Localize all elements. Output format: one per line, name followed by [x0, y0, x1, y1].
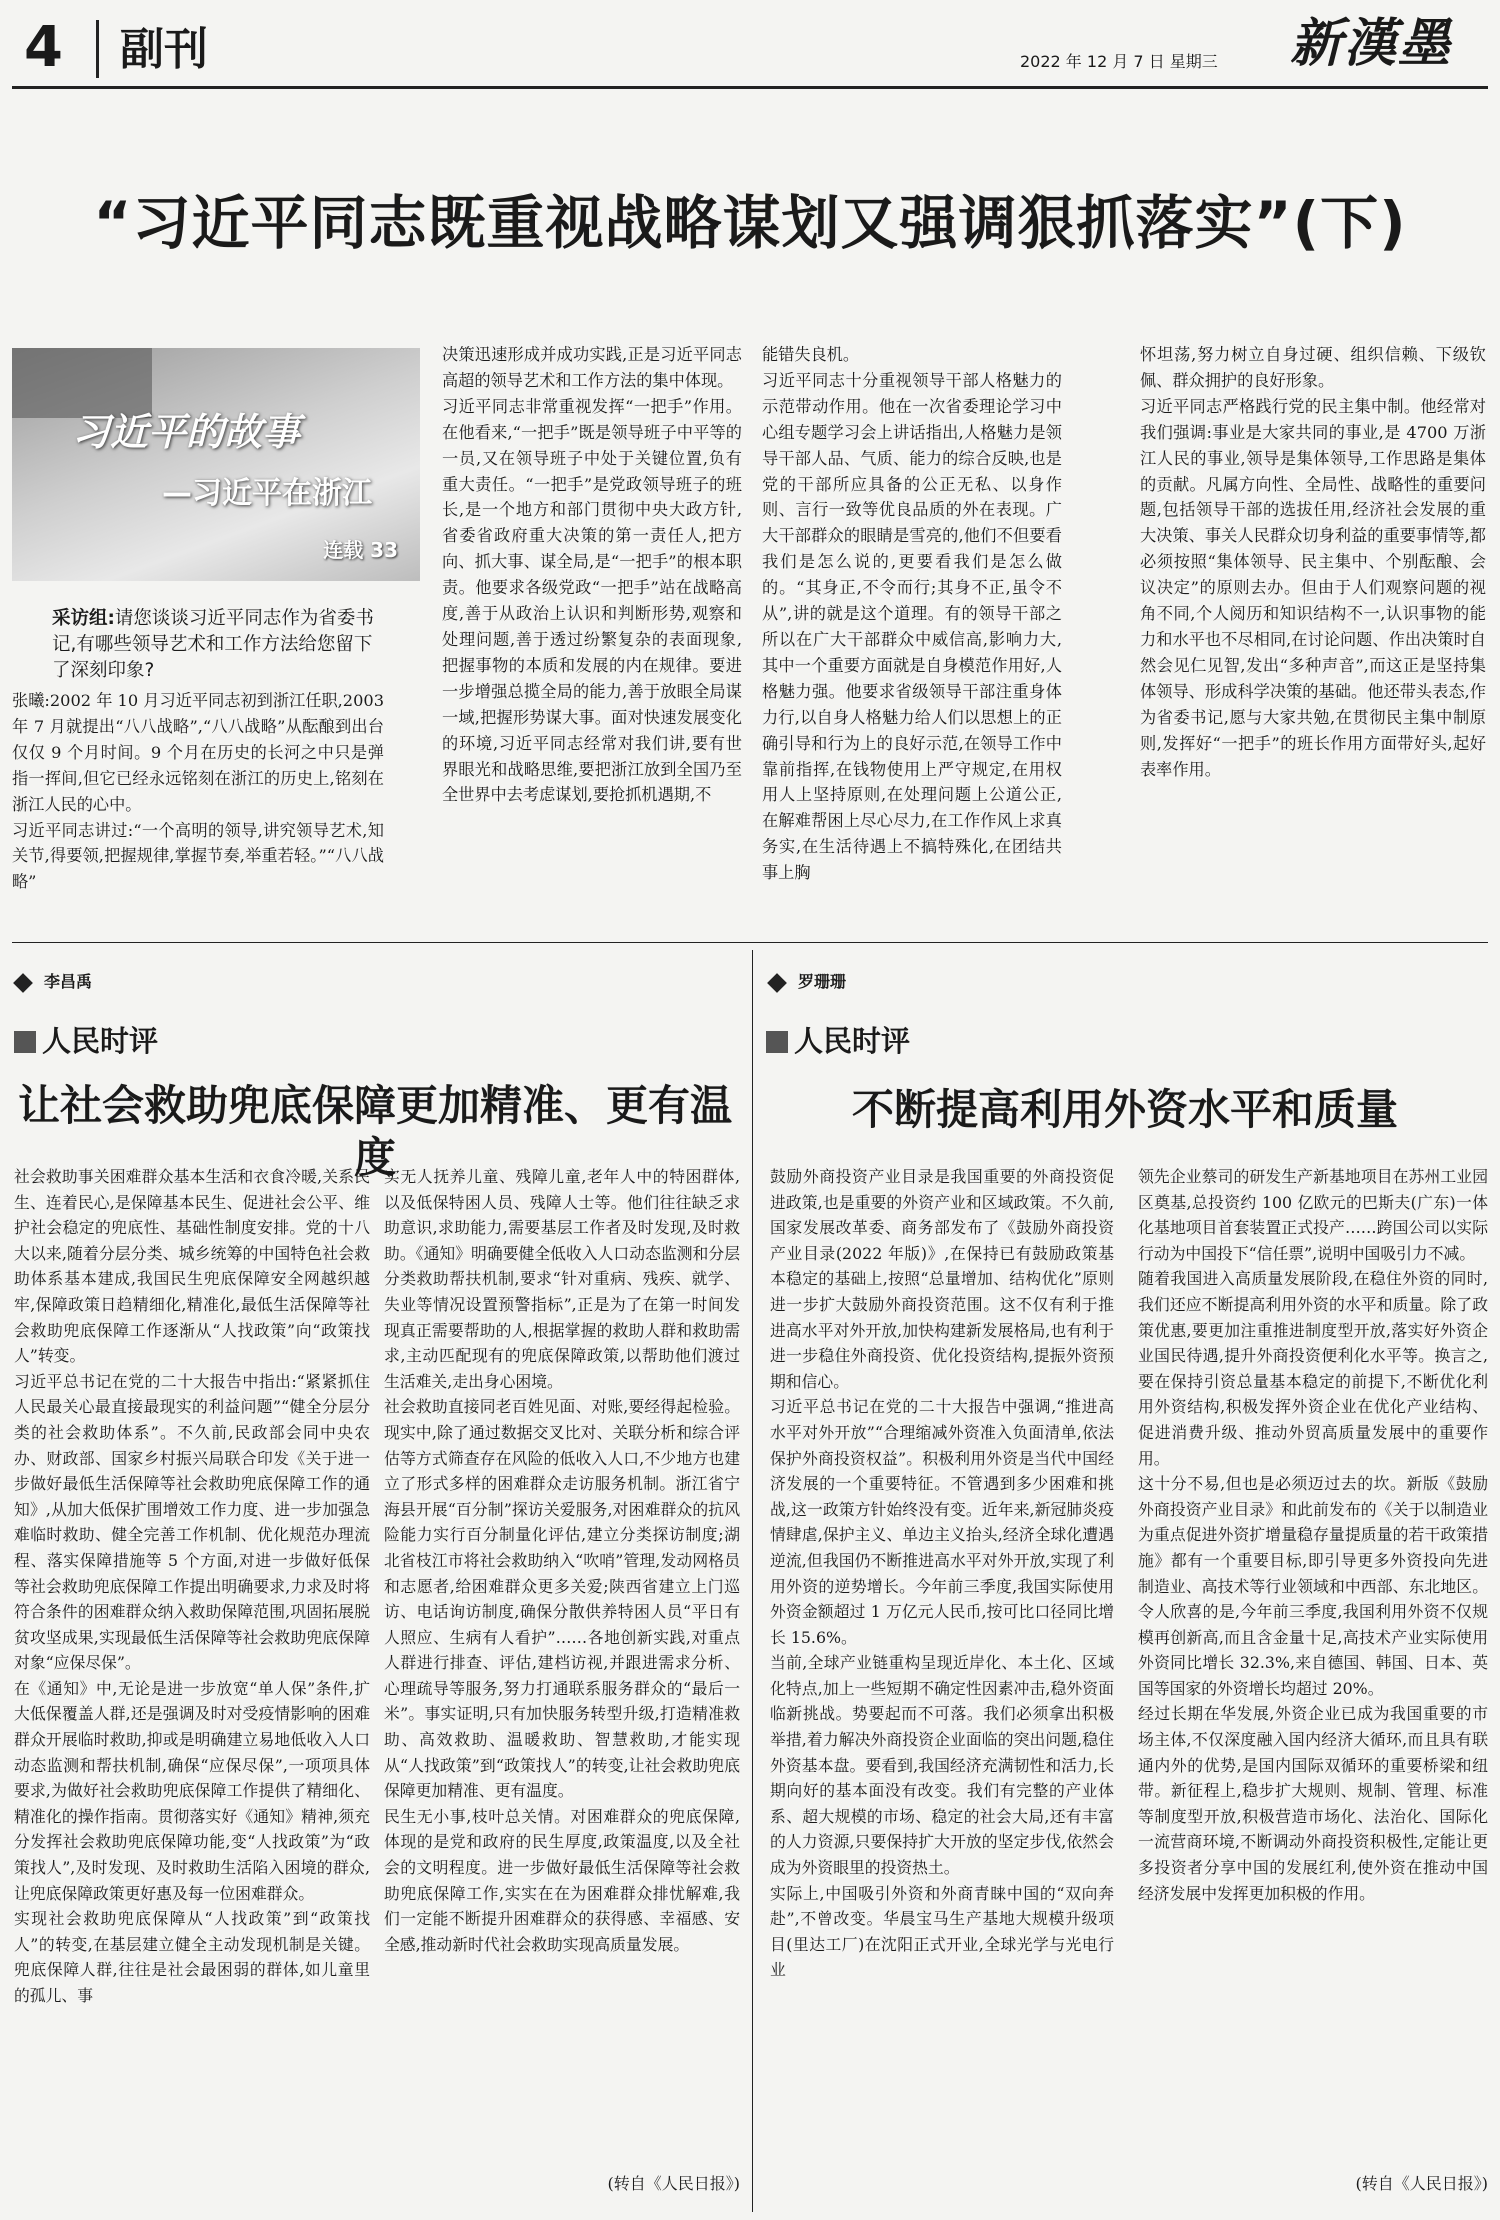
- flag-graphic: [12, 348, 152, 418]
- issue-date: 2022 年 12 月 7 日 星期三: [1020, 52, 1218, 71]
- masthead-rule: [12, 86, 1488, 89]
- page-headline: “习近平同志既重视战略谋划又强调狠抓落实”(下): [93, 189, 1407, 257]
- masthead-divider: [96, 20, 99, 78]
- right-article-column-2: 领先企业蔡司的研发生产新基地项目在苏州工业园区奠基,总投资约 100 亿欧元的巴斯夫(广东)一体化基地项目首套装置正式投产……跨国公司以实际行动为中国投下“信任票”,说明中国吸引力不减。 随着我国进入高质量发展阶段,在稳住外资的同时,我们还应不断提高利用外资的水平和质量。除了政策优惠,要更加注重推进制度型开放,落实好外资企业国民待遇,提升外商投资便利化水平等。换言之,要在保持引资总量基本稳定的前提下,不断优化利用外资结构,积极发挥外资企业在优化产业结构、促进消费升级、推动外贸高质量发展中的重要作用。 这十分不易,但也是必须迈过去的坎。新版《鼓励外商投资产业目录》和此前发布的《关于以制造业为重点促进外资扩增量稳存量提质量的若干政策措施》都有一个重要目标,即引导更多外资投向先进制造业、高技术等行业领域和中西部、东北地区。令人欣喜的是,今年前三季度,我国利用外资不仅规模再创新高,而且含金量十足,高技术产业实际使用外资同比增长 32.3%,来自德国、韩国、日本、英国等国家的外资增长均超过 20%。 经过长期在华发展,外资企业已成为我国重要的市场主体,不仅深度融入国内经济大循环,而且具有联通内外的优势,是国内国际双循环的重要桥梁和纽带。新征程上,稳步扩大规则、规制、管理、标准等制度型开放,积极营造市场化、法治化、国际化一流营商环境,不断调动外商投资积极性,定能让更多投资者分享中国的发展红利,使外资在推动中国经济发展中发挥更加积极的作用。: [1138, 1167, 1488, 1903]
- left-article-column-2: 实无人抚养儿童、残障儿童,老年人中的特困群体,以及低保特困人员、残障人士等。他们往往缺乏求助意识,求助能力,需要基层工作者及时发现,及时救助。《通知》明确要健全低收入人口动态监测和分层分类救助帮扶机制,要求“针对重病、残疾、就学、失业等情况设置预警指标”,正是为了在第一时间发现真正需要帮助的人,根据掌握的救助人群和救助需求,主动匹配现有的兜底保障政策,以帮助他们渡过生活难关,走出身心困境。 社会救助直接同老百姓见面、对账,要经得起检验。现实中,除了通过数据交叉比对、关联分析和综合评估等方式筛查存在风险的低收入人口,不少地方也建立了形式多样的困难群众走访服务机制。浙江省宁海县开展“百分制”探访关爱服务,对困难群众的抗风险能力实行百分制量化评估,建立分类探访制度;湖北省枝江市将社会救助纳入“吹哨”管理,发动网格员和志愿者,给困难群众更多关爱;陕西省建立上门巡访、电话询访制度,确保分散供养特困人员“平日有人照应、生病有人看护”……各地创新实践,对重点人群进行排查、评估,建档访视,并跟进需求分析、心理疏导等服务,努力打通联系服务群众的“最后一米”。事实证明,只有加快服务转型升级,打造精准救助、高效救助、温暖救助、智慧救助,才能实现从“人找政策”到“政策找人”的转变,让社会救助兜底保障更加精准、更有温度。 民生无小事,枝叶总关情。对困难群众的兜底保障,体现的是党和政府的民生厚度,政策温度,以及全社会的文明程度。进一步做好最低生活保障等社会救助兜底保障工作,实实在在为困难群众排忧解难,我们一定能不断提升困难群众的获得感、幸福感、安全感,推动新时代社会救助实现高质量发展。: [384, 1167, 740, 1954]
- serial-subtitle: —习近平在浙江: [162, 476, 372, 511]
- story-column-3: 能错失良机。 习近平同志十分重视领导干部人格魅力的示范带动作用。他在一次省委理论学习中心组专题学习会上讲话指出,人格魅力是领导干部人品、气质、能力的综合反映,也是党的干部所应具备的公正无私、以身作则、言行一致等优良品质的外在表现。广大干部群众的眼睛是雪亮的,他们不但要看我们是怎么说的,更要看我们是怎么做的。“其身正,不令而行;其身不正,虽令不从”,讲的就是这个道理。有的领导干部之所以在广大干部群众中威信高,影响力大,其中一个重要方面就是自身模范作用好,人格魅力强。他要求省级领导干部注重身体力行,以自身人格魅力给人们以思想上的正确引导和行为上的良好示范,在领导工作中靠前指挥,在钱物使用上严守规定,在用权用人上坚持原则,在处理问题上公道公正,在解难帮困上尽心尽力,在工作作风上求真务实,在生活待遇上不搞特殊化,在团结共事上胸: [762, 345, 1062, 883]
- serial-banner-image: [12, 348, 420, 581]
- right-article-author: 罗珊珊: [770, 972, 846, 992]
- right-article-source: (转自《人民日报》): [1355, 2174, 1488, 2193]
- story-bottom-rule: [12, 942, 1488, 943]
- right-article-column-1: 鼓励外商投资产业目录是我国重要的外商投资促进政策,也是重要的外资产业和区域政策。不久前,国家发展改革委、商务部发布了《鼓励外商投资产业目录(2022 年版)》,在保持已有鼓励政策基本稳定的基础上,按照“总量增加、结构优化”原则进一步扩大鼓励外商投资范围。这不仅有利于推进高水平对外开放,加快构建新发展格局,也有利于进一步稳住外商投资、优化投资结构,提振外资预期和信心。 习近平总书记在党的二十大报告中强调,“推进高水平对外开放”“合理缩减外资准入负面清单,依法保护外商投资权益”。积极利用外资是当代中国经济发展的一个重要特征。不管遇到多少困难和挑战,这一政策方针始终没有变。近年来,新冠肺炎疫情肆虐,保护主义、单边主义抬头,经济全球化遭遇逆流,但我国仍不断推进高水平对外开放,实现了利用外资的逆势增长。今年前三季度,我国实际使用外资金额超过 1 万亿元人民币,按可比口径同比增长 15.6%。 当前,全球产业链重构呈现近岸化、本土化、区域化特点,加上一些短期不确定性因素冲击,稳外资面临新挑战。势要起而不可落。我们必须拿出积极举措,着力解决外商投资企业面临的突出问题,稳住外资基本盘。要看到,我国经济充满韧性和活力,长期向好的基本面没有改变。我们有完整的产业体系、超大规模的市场、稳定的社会大局,还有丰富的人力资源,只要保持扩大开放的坚定步伐,依然会成为外资眼里的投资热土。 实际上,中国吸引外资和外商青睐中国的“双向奔赴”,不曾改变。华晨宝马生产基地大规模升级项目(里达工厂)在沈阳正式开业,全球光学与光电行业: [770, 1167, 1114, 1980]
- center-divider: [752, 950, 753, 2212]
- left-article-title: 让社会救助兜底保障更加精准、更有温度: [17, 1081, 732, 1182]
- question-prefix: 采访组:: [52, 608, 115, 629]
- serial-title: 习近平的故事: [72, 409, 301, 454]
- page-number: 4: [24, 15, 63, 80]
- square-icon: [14, 1031, 36, 1053]
- right-article-title: 不断提高利用外资水平和质量: [851, 1085, 1398, 1134]
- story-column-4: 怀坦荡,努力树立自身过硬、组织信赖、下级钦佩、群众拥护的良好形象。 习近平同志严格践行党的民主集中制。他经常对我们强调:事业是大家共同的事业,是 4700 万浙江人民的事业,领导是集体领导,工作思路是集体的贡献。凡属方向性、全局性、战略性的重要问题,包括领导干部的选拔任用,经济社会发展的重大决策、事关人民群众切身利益的重要事情等,都必须按照“集体领导、民主集中、个别酝酿、会议决定”的原则去办。但由于人们观察问题的视角不同,个人阅历和知识结构不一,认识事物的能力和水平也不尽相同,在讨论问题、作出决策时自然会见仁见智,发出“多种声音”,而这正是坚持集体领导、形成科学决策的基础。他还带头表态,作为省委书记,愿与大家共勉,在贯彻民主集中制原则,发挥好“一把手”的班长作用方面带好头,起好表率作用。: [1140, 345, 1486, 779]
- question-text: 请您谈谈习近平同志作为省委书记,有哪些领导艺术和工作方法给您留下了深刻印象?: [52, 608, 374, 681]
- diamond-icon: [13, 973, 33, 993]
- newspaper-logo: 新漢墨: [1290, 13, 1453, 74]
- story-column-1: 张曦:2002 年 10 月习近平同志初到浙江任职,2003 年 7 月就提出“八八战略”,“八八战略”从酝酿到出台仅仅 9 个月时间。9 个月在历史的长河之中只是弹指一挥间,但它已经永远铭刻在浙江的历史上,铭刻在浙江人民的心中。 习近平同志讲过:“一个高明的领导,讲究领导艺术,知关节,得要领,把握规律,掌握节奏,举重若轻。”“八八战略”: [12, 691, 384, 892]
- square-icon: [766, 1031, 788, 1053]
- interview-question: [52, 606, 388, 684]
- left-article-source: (转自《人民日报》): [607, 2174, 740, 2193]
- section-title: 副刊: [120, 24, 208, 75]
- right-article-tag: 人民时评: [766, 1024, 910, 1058]
- left-article-tag: 人民时评: [14, 1024, 158, 1058]
- story-column-2: 决策迅速形成并成功实践,正是习近平同志高超的领导艺术和工作方法的集中体现。 习近平同志非常重视发挥“一把手”作用。在他看来,“一把手”既是领导班子中平等的一员,又在领导班子中处于关键位置,负有重大责任。“一把手”是党政领导班子的班长,是一个地方和部门贯彻中央大政方针,省委省政府重大决策的第一责任人,把方向、抓大事、谋全局,是“一把手”的根本职责。他要求各级党政“一把手”站在战略高度,善于从政治上认识和判断形势,观察和处理问题,善于透过纷繁复杂的表面现象,把握事物的本质和发展的内在规律。要进一步增强总揽全局的能力,善于放眼全局谋一域,把握形势谋大事。面对快速发展变化的环境,习近平同志经常对我们讲,要有世界眼光和战略思维,要把浙江放到全国乃至全世界中去考虑谋划,要抢抓机遇期,不: [442, 345, 742, 805]
- left-article-column-1: 社会救助事关困难群众基本生活和衣食冷暖,关系民生、连着民心,是保障基本民生、促进社会公平、维护社会稳定的兜底性、基础性制度安排。党的十八大以来,随着分层分类、城乡统筹的中国特色社会救助体系基本建成,我国民生兜底保障安全网越织越牢,保障政策日趋精细化,精准化,最低生活保障等社会救助兜底保障工作逐渐从“人找政策”向“政策找人”转变。 习近平总书记在党的二十大报告中指出:“紧紧抓住人民最关心最直接最现实的利益问题”“健全分层分类的社会救助体系”。不久前,民政部会同中央农办、财政部、国家乡村振兴局联合印发《关于进一步做好最低生活保障等社会救助兜底保障工作的通知》,从加大低保扩围增效工作力度、进一步加强急难临时救助、健全完善工作机制、优化规范办理流程、落实保障措施等 5 个方面,对进一步做好低保等社会救助兜底保障工作提出明确要求,力求及时将符合条件的困难群众纳入救助保障范围,巩固拓展脱贫攻坚成果,实现最低生活保障等社会救助兜底保障对象“应保尽保”。 在《通知》中,无论是进一步放宽“单人保”条件,扩大低保覆盖人群,还是强调及时对受疫情影响的困难群众开展临时救助,抑或是明确建立易地低收入人口动态监测和帮扶机制,确保“应保尽保”,一项项具体要求,为做好社会救助兜底保障工作提供了精细化、精准化的操作指南。贯彻落实好《通知》精神,须充分发挥社会救助兜底保障功能,变“人找政策”为“政策找人”,及时发现、及时救助生活陷入困境的群众,让兜底保障政策更好惠及每一位困难群众。 实现社会救助兜底保障从“人找政策”到“政策找人”的转变,在基层建立健全主动发现机制是关键。兜底保障人群,往往是社会最困弱的群体,如儿童里的孤儿、事: [14, 1167, 370, 2005]
- left-article-author: 李昌禹: [16, 972, 92, 992]
- diamond-icon: [767, 973, 787, 993]
- serial-installment: 连载 33: [323, 538, 398, 562]
